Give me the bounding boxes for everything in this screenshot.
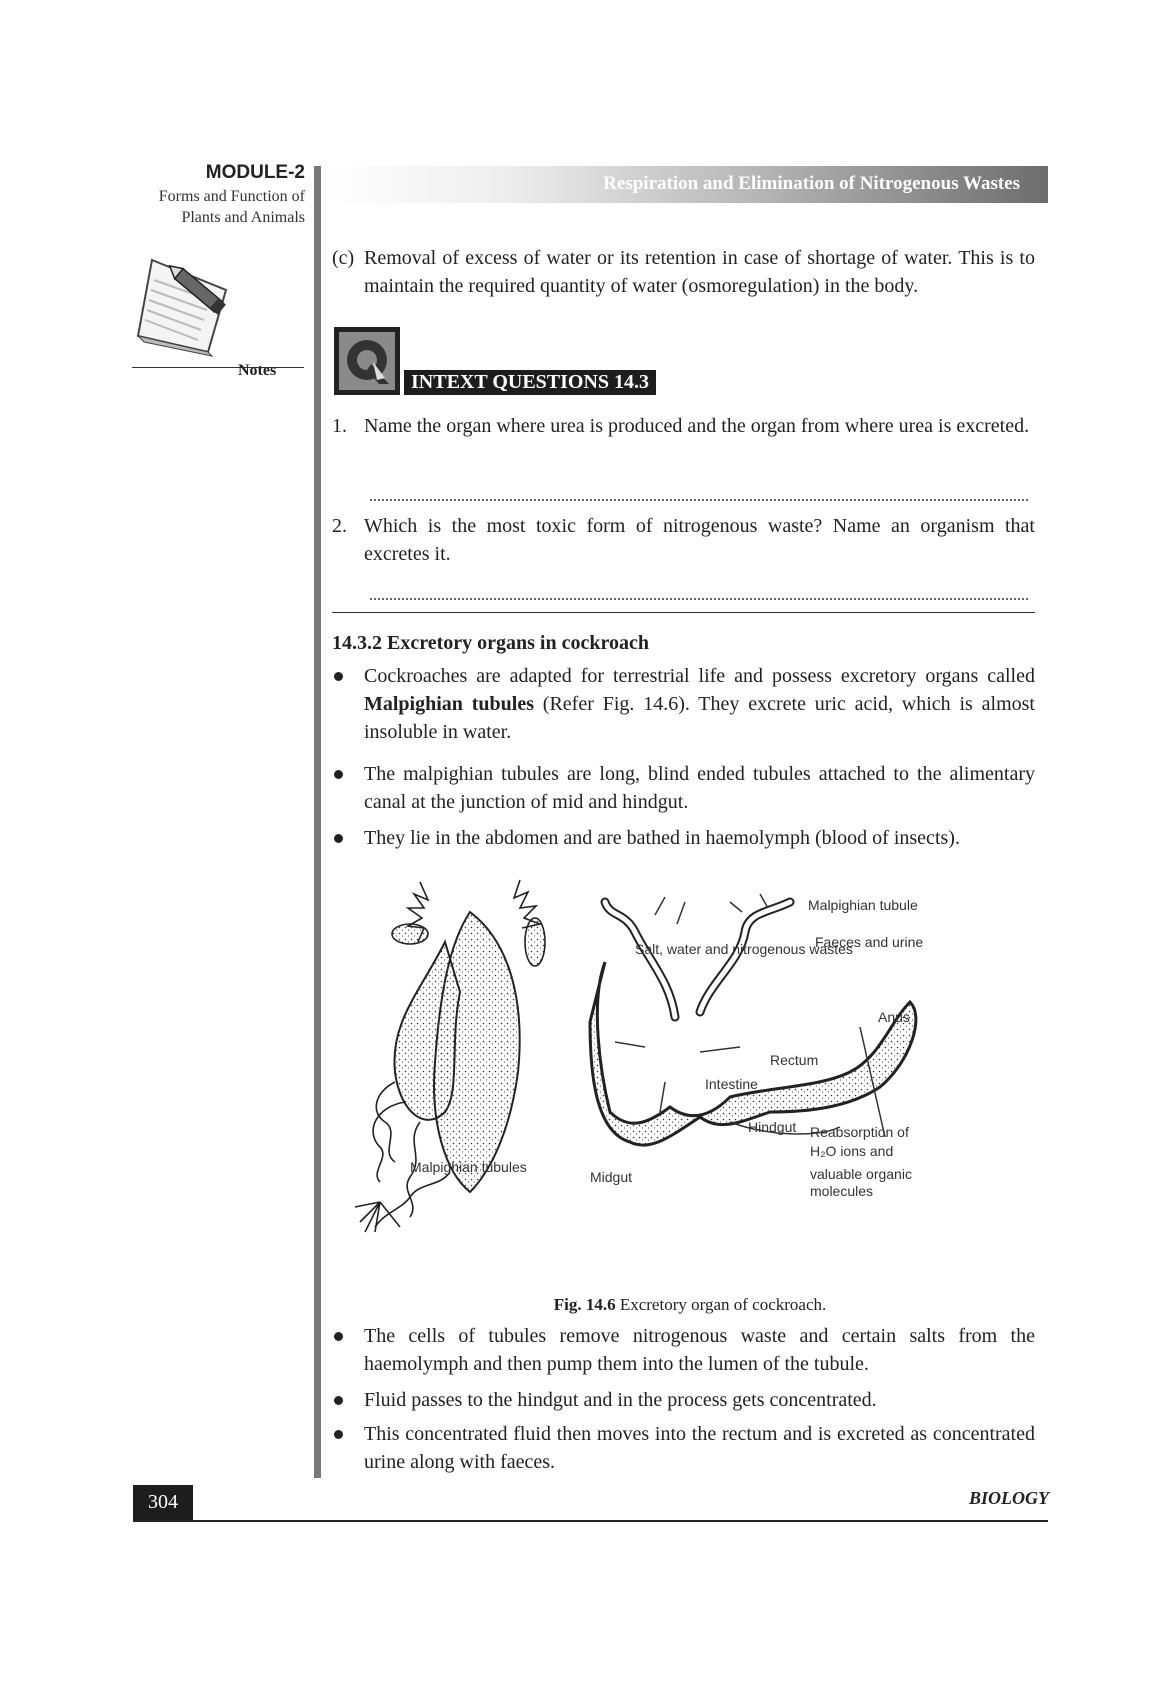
module-subtitle-line2: Plants and Animals bbox=[181, 209, 305, 226]
bullet-icon bbox=[334, 1430, 343, 1439]
bullet-text-bold: Malpighian tubules bbox=[364, 693, 534, 715]
question-icon bbox=[333, 326, 401, 396]
label-malpighian-tubules: Malpighian tubules bbox=[410, 1159, 527, 1175]
footer-rule bbox=[133, 1520, 1048, 1522]
label-reabsorption-1: Reabsorption of bbox=[810, 1124, 909, 1140]
label-rectum: Rectum bbox=[770, 1052, 819, 1068]
label-intestine: Intestine bbox=[705, 1076, 758, 1092]
notes-pencil-icon bbox=[130, 252, 240, 362]
bullet-text: They lie in the abdomen and are bathed in haemolymph (blood of insects). bbox=[364, 827, 960, 849]
question-number: 2. bbox=[332, 515, 347, 537]
chapter-header bbox=[326, 166, 1048, 203]
bullet-text: This concentrated fluid then moves into the rectum and is excreted as concentrated urine along with faeces. bbox=[364, 1423, 1035, 1473]
cockroach-excretory-figure bbox=[350, 872, 1030, 1292]
label-faeces-urine: Faeces and urine bbox=[815, 934, 924, 950]
label-anus: Anus bbox=[878, 1009, 910, 1025]
label-reabsorption-4: molecules bbox=[810, 1183, 874, 1199]
bullet-icon bbox=[334, 1332, 343, 1341]
margin-bar bbox=[314, 166, 321, 1478]
bullet-text-part: Cockroaches are adapted for terrestrial life and possess excretory organs called bbox=[364, 665, 1035, 687]
gut-drawing-left bbox=[394, 912, 519, 1192]
label-hindgut: Hindgut bbox=[748, 1119, 797, 1135]
figure-caption-text: Excretory organ of cockroach. bbox=[615, 1295, 827, 1314]
bullet-text: The malpighian tubules are long, blind ended tubules attached to the alimentary canal at the junction of mid and hindgut. bbox=[364, 763, 1035, 813]
bullet-icon bbox=[334, 770, 343, 779]
malpighian-tubule-right bbox=[605, 902, 790, 1017]
label-midgut: Midgut bbox=[590, 1169, 633, 1185]
module-subtitle-line1: Forms and Function of bbox=[158, 188, 305, 205]
bullet-text: Fluid passes to the hindgut and in the process gets concentrated. bbox=[364, 1389, 877, 1411]
gut-drawing-right bbox=[590, 962, 916, 1145]
label-reabsorption-2: H₂O ions and bbox=[810, 1143, 894, 1159]
bullet-icon bbox=[334, 1396, 343, 1405]
question-text: Which is the most toxic form of nitrogenous waste? Name an organism that excretes it. bbox=[364, 515, 1035, 565]
label-reabsorption-3: valuable organic bbox=[810, 1166, 912, 1182]
question-number: 1. bbox=[332, 415, 347, 437]
module-subtitle bbox=[120, 186, 305, 228]
figure-caption bbox=[350, 1295, 1030, 1315]
malpighian-tubule-right-inner bbox=[605, 902, 790, 1017]
answer-line[interactable] bbox=[370, 596, 1028, 600]
page-number: 304 bbox=[133, 1485, 193, 1520]
section-heading: 14.3.2 Excretory organs in cockroach bbox=[332, 632, 650, 654]
notes-divider bbox=[132, 367, 304, 368]
intext-questions-title: INTEXT QUESTIONS 14.3 bbox=[404, 370, 656, 395]
label-malpighian-tubule: Malpighian tubule bbox=[808, 897, 918, 913]
chapter-title: Respiration and Elimination of Nitrogenous Wastes bbox=[603, 173, 1020, 194]
intro-label: (c) bbox=[332, 247, 355, 269]
intro-text: Removal of excess of water or its retention in case of shortage of water. This is to maintain the required quantity of water (osmoregulation) in the body. bbox=[364, 247, 1035, 297]
bullet-icon bbox=[334, 834, 343, 843]
bullet-text-part: (Refer Fig. 14.6). They excrete uric acid, which is almost insoluble in water. bbox=[364, 693, 1035, 743]
answer-line[interactable] bbox=[370, 497, 1028, 501]
bullet-text bbox=[364, 662, 1035, 746]
figure-caption-number: Fig. 14.6 bbox=[553, 1295, 616, 1314]
question-text: Name the organ where urea is produced and the organ from where urea is excreted. bbox=[364, 415, 1030, 437]
bullet-icon bbox=[334, 672, 343, 681]
label-salt: Salt, water and nitrogenous wastes bbox=[635, 941, 853, 957]
bullet-text: The cells of tubules remove nitrogenous waste and certain salts from the haemolymph and then pump them into the lumen of the tubule. bbox=[364, 1325, 1035, 1375]
module-label: MODULE-2 bbox=[205, 162, 305, 183]
notes-label: Notes bbox=[238, 362, 277, 379]
subject-label: BIOLOGY bbox=[969, 1488, 1049, 1508]
section-divider bbox=[332, 612, 1035, 613]
